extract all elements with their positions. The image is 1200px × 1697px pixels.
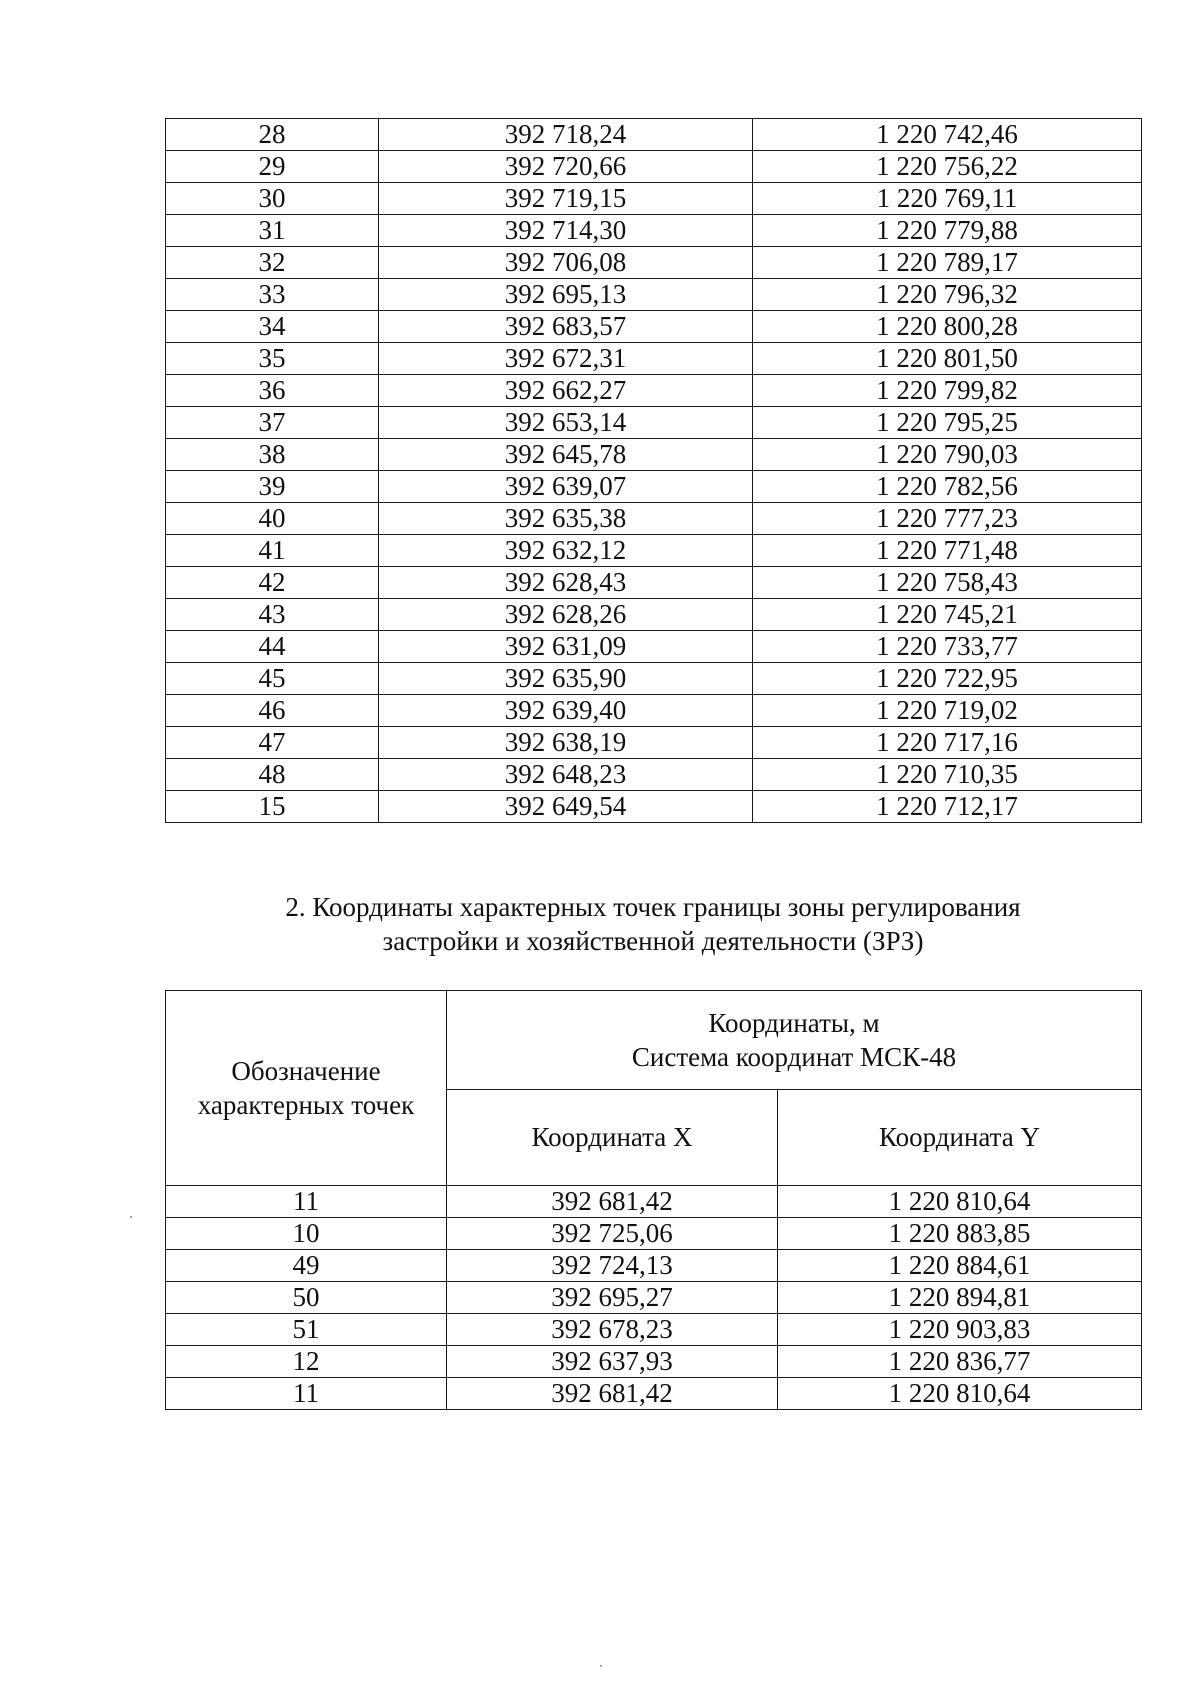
point-number-cell: 49 [166, 1250, 447, 1282]
coordinate-x-cell: 392 628,43 [379, 567, 753, 599]
coordinate-x-cell: 392 695,27 [447, 1282, 778, 1314]
coordinate-x-cell: 392 719,15 [379, 183, 753, 215]
point-number-cell: 35 [166, 343, 379, 375]
coordinate-y-cell: 1 220 782,56 [753, 471, 1142, 503]
table-row [166, 1282, 1142, 1314]
coordinate-x-cell: 392 648,23 [379, 759, 753, 791]
coordinate-x-cell: 392 637,93 [447, 1346, 778, 1378]
coordinates-table-body [166, 119, 1142, 823]
table-row [166, 1314, 1142, 1346]
table-row [166, 1250, 1142, 1282]
coordinate-x-cell: 392 653,14 [379, 407, 753, 439]
table-row [166, 311, 1142, 343]
coordinate-y-cell: 1 220 779,88 [753, 215, 1142, 247]
table-row [166, 567, 1142, 599]
coordinate-x-cell: 392 724,13 [447, 1250, 778, 1282]
point-number-cell: 50 [166, 1282, 447, 1314]
zrz-table-header [166, 991, 1142, 1186]
coordinate-x-cell: 392 695,13 [379, 279, 753, 311]
coordinates-table-continued [165, 118, 1142, 823]
coordinate-x-cell: 392 649,54 [379, 791, 753, 823]
table-row [166, 663, 1142, 695]
table-row [166, 247, 1142, 279]
coordinate-y-cell: 1 220 717,16 [753, 727, 1142, 759]
coordinate-y-cell: 1 220 903,83 [778, 1314, 1142, 1346]
table-row [166, 119, 1142, 151]
coordinate-y-cell: 1 220 719,02 [753, 695, 1142, 727]
point-number-cell: 12 [166, 1346, 447, 1378]
table-row [166, 407, 1142, 439]
coordinate-y-cell: 1 220 810,64 [778, 1378, 1142, 1410]
table-row [166, 151, 1142, 183]
coordinate-y-cell: 1 220 712,17 [753, 791, 1142, 823]
coordinate-x-cell: 392 639,40 [379, 695, 753, 727]
coordinate-y-cell: 1 220 883,85 [778, 1218, 1142, 1250]
point-number-cell: 47 [166, 727, 379, 759]
table-row [166, 439, 1142, 471]
point-number-cell: 41 [166, 535, 379, 567]
table-row [166, 375, 1142, 407]
coordinates-header-line-2: Система координат МСК-48 [631, 1042, 957, 1072]
coordinate-x-header: Координата X [447, 1090, 778, 1186]
coordinate-x-cell: 392 635,38 [379, 503, 753, 535]
coordinate-y-cell: 1 220 789,17 [753, 247, 1142, 279]
point-number-cell: 32 [166, 247, 379, 279]
coordinate-y-header: Координата Y [778, 1090, 1142, 1186]
point-number-cell: 37 [166, 407, 379, 439]
table-row [166, 1346, 1142, 1378]
section-2-title [165, 890, 1141, 958]
coordinate-x-cell: 392 628,26 [379, 599, 753, 631]
point-number-cell: 29 [166, 151, 379, 183]
point-number-cell: 40 [166, 503, 379, 535]
coordinate-x-cell: 392 718,24 [379, 119, 753, 151]
point-number-cell: 43 [166, 599, 379, 631]
table-row [166, 343, 1142, 375]
coordinate-x-cell: 392 639,07 [379, 471, 753, 503]
zrz-table-body [166, 1186, 1142, 1410]
coordinate-x-cell: 392 645,78 [379, 439, 753, 471]
coordinate-x-cell: 392 678,23 [447, 1314, 778, 1346]
coordinate-x-cell: 392 635,90 [379, 663, 753, 695]
coordinate-x-cell: 392 681,42 [447, 1378, 778, 1410]
table-row [166, 503, 1142, 535]
coordinate-x-cell: 392 632,12 [379, 535, 753, 567]
point-number-cell: 39 [166, 471, 379, 503]
scan-speck [600, 1665, 602, 1667]
coordinates-header-line-1: Координаты, м [708, 1008, 880, 1038]
table-row [166, 279, 1142, 311]
table-row [166, 727, 1142, 759]
point-number-cell: 48 [166, 759, 379, 791]
coordinate-y-cell: 1 220 790,03 [753, 439, 1142, 471]
coordinate-y-cell: 1 220 745,21 [753, 599, 1142, 631]
point-number-cell: 28 [166, 119, 379, 151]
coordinate-y-cell: 1 220 884,61 [778, 1250, 1142, 1282]
coordinate-y-cell: 1 220 795,25 [753, 407, 1142, 439]
point-number-cell: 45 [166, 663, 379, 695]
coordinate-y-cell: 1 220 758,43 [753, 567, 1142, 599]
zrz-coordinates-table [165, 990, 1142, 1410]
coordinate-x-cell: 392 720,66 [379, 151, 753, 183]
coordinate-y-cell: 1 220 894,81 [778, 1282, 1142, 1314]
table-row [166, 631, 1142, 663]
point-number-cell: 46 [166, 695, 379, 727]
table-row [166, 791, 1142, 823]
table-row [166, 535, 1142, 567]
point-number-cell: 42 [166, 567, 379, 599]
coordinate-y-cell: 1 220 722,95 [753, 663, 1142, 695]
table-row [166, 1218, 1142, 1250]
point-number-cell: 44 [166, 631, 379, 663]
point-designation-header-line-2: характерных точек [197, 1090, 415, 1120]
point-number-cell: 10 [166, 1218, 447, 1250]
point-number-cell: 31 [166, 215, 379, 247]
coordinate-x-cell: 392 706,08 [379, 247, 753, 279]
point-number-cell: 34 [166, 311, 379, 343]
point-number-cell: 11 [166, 1378, 447, 1410]
coordinate-y-cell: 1 220 800,28 [753, 311, 1142, 343]
table-row [166, 1378, 1142, 1410]
point-number-cell: 33 [166, 279, 379, 311]
coordinate-y-cell: 1 220 733,77 [753, 631, 1142, 663]
coordinate-y-cell: 1 220 796,32 [753, 279, 1142, 311]
coordinate-y-cell: 1 220 810,64 [778, 1186, 1142, 1218]
coordinate-x-cell: 392 681,42 [447, 1186, 778, 1218]
point-number-cell: 11 [166, 1186, 447, 1218]
point-number-cell: 51 [166, 1314, 447, 1346]
point-designation-header [166, 991, 447, 1186]
coordinate-x-cell: 392 683,57 [379, 311, 753, 343]
section-2-title-line-2: застройки и хозяйственной деятельности (ЗРЗ) [382, 926, 924, 956]
coordinate-x-cell: 392 725,06 [447, 1218, 778, 1250]
coordinate-y-cell: 1 220 756,22 [753, 151, 1142, 183]
coordinate-y-cell: 1 220 769,11 [753, 183, 1142, 215]
point-designation-header-line-1: Обозначение [231, 1056, 381, 1086]
point-number-cell: 38 [166, 439, 379, 471]
coordinate-x-cell: 392 672,31 [379, 343, 753, 375]
table-row [166, 215, 1142, 247]
coordinate-y-cell: 1 220 836,77 [778, 1346, 1142, 1378]
coordinate-x-cell: 392 714,30 [379, 215, 753, 247]
table-row [166, 695, 1142, 727]
coordinate-x-cell: 392 662,27 [379, 375, 753, 407]
coordinate-y-cell: 1 220 710,35 [753, 759, 1142, 791]
table-row [166, 1186, 1142, 1218]
table-row [166, 759, 1142, 791]
coordinate-y-cell: 1 220 771,48 [753, 535, 1142, 567]
coordinate-x-cell: 392 638,19 [379, 727, 753, 759]
point-number-cell: 15 [166, 791, 379, 823]
coordinate-y-cell: 1 220 742,46 [753, 119, 1142, 151]
section-2-title-line-1: 2. Координаты характерных точек границы зоны регулирования [285, 892, 1021, 922]
table-row [166, 183, 1142, 215]
coordinate-x-cell: 392 631,09 [379, 631, 753, 663]
point-number-cell: 30 [166, 183, 379, 215]
coordinate-y-cell: 1 220 799,82 [753, 375, 1142, 407]
coordinates-header [447, 991, 1142, 1090]
scan-speck [130, 1216, 132, 1218]
coordinate-y-cell: 1 220 777,23 [753, 503, 1142, 535]
point-number-cell: 36 [166, 375, 379, 407]
table-row [166, 471, 1142, 503]
coordinate-y-cell: 1 220 801,50 [753, 343, 1142, 375]
table-row [166, 599, 1142, 631]
